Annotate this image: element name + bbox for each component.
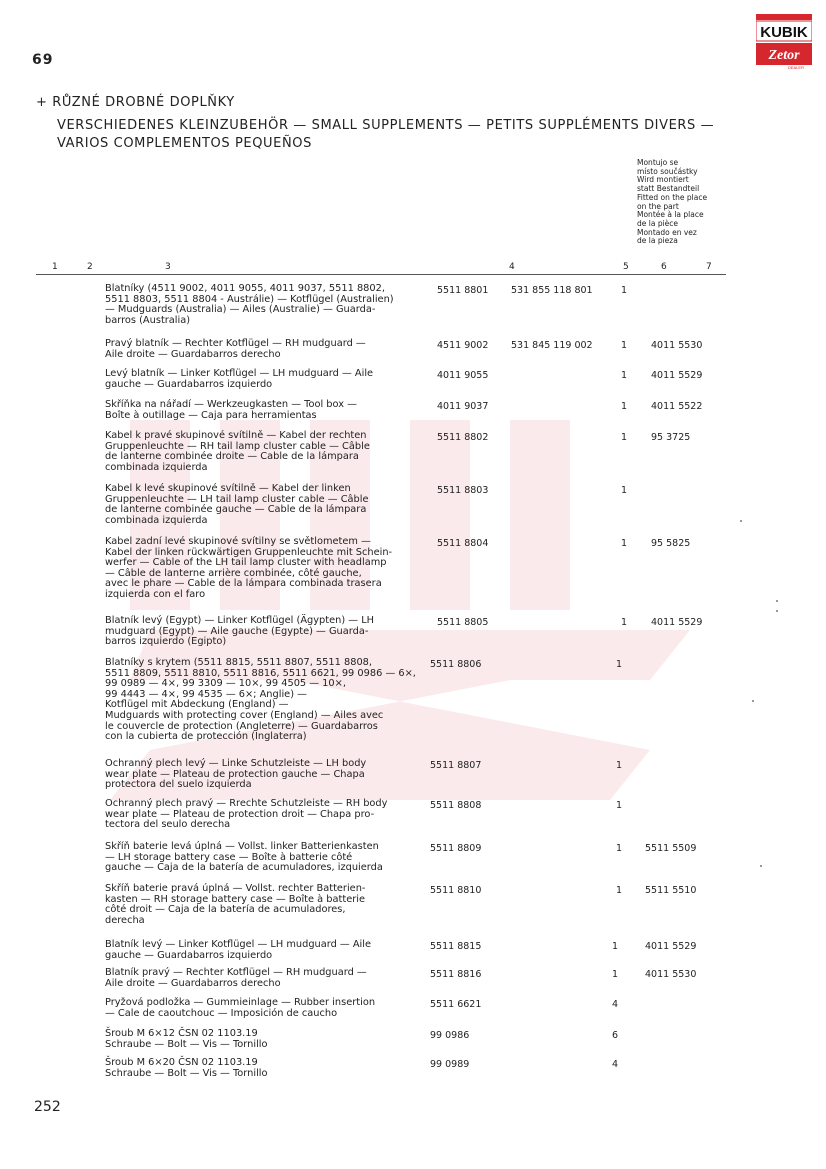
part-description (105, 400, 425, 421)
col-number-7: 7 (706, 262, 712, 272)
part-description (105, 799, 425, 831)
replaces-part-number: 5511 5509 (645, 843, 697, 854)
description-line: — Câble de lanterne arrière combinée, côté gauche, (105, 567, 362, 579)
description-line: gauche — Caja de la batería de acumuladores, izquierda (105, 862, 383, 874)
description-line: combinada izquierda (105, 461, 208, 473)
margin-speck (740, 520, 742, 522)
description-line: Boîte à outillage — Caja para herramientas (105, 409, 317, 421)
description-line: Aile droite — Guardabarros derecho (105, 348, 281, 360)
part-description (105, 537, 425, 601)
part-number: 5511 8804 (437, 538, 489, 549)
description-line: Blatník levý (Egypt) — Linker Kotflügel (Ägypten) — LH (105, 615, 375, 626)
logo-small-text: DEALER (787, 65, 804, 70)
part-description (105, 284, 425, 326)
description-line: de lanterne combinée droite — Cable de la lámpara (105, 451, 359, 463)
part-description (105, 884, 425, 926)
column-note-line: statt Bestandteil (637, 184, 700, 194)
description-line: avec le phare — Cable de la lámpara combinada trasera (105, 578, 382, 590)
part-number: 5511 8802 (437, 432, 489, 443)
description-line: barros izquierdo (Egipto) (105, 636, 227, 648)
part-description (105, 1058, 425, 1079)
col-number-2: 2 (87, 262, 93, 272)
part-description (105, 998, 425, 1019)
replacement-column-note (637, 159, 729, 246)
col-number-1: 1 (52, 262, 58, 272)
title-line-2: VERSCHIEDENES KLEINZUBEHÖR — SMALL SUPPLEMENTS — PETITS SUPPLÉMENTS DIVERS — (57, 118, 715, 133)
quantity: 1 (616, 800, 623, 811)
part-number: 5511 8809 (430, 843, 482, 854)
quantity: 1 (621, 401, 628, 412)
part-description (105, 339, 425, 360)
description-line: Schraube — Bolt — Vis — Tornillo (105, 1038, 268, 1050)
replaces-part-number: 4011 5522 (651, 401, 703, 412)
column-note-line: de la pièce (637, 218, 679, 228)
quantity: 1 (621, 432, 628, 443)
description-line: Blatník pravý — Rechter Kotflügel — RH mudguard — (105, 967, 367, 978)
part-description (105, 484, 425, 526)
quantity: 1 (621, 485, 628, 496)
part-number: 5511 8808 (430, 800, 482, 811)
description-line: wear plate — Plateau de protection gauche — Chapa (105, 768, 365, 780)
replaces-part-number: 95 5825 (651, 538, 691, 549)
description-line: mudguard (Egypt) — Aile gauche (Egypte) — Guarda- (105, 625, 369, 637)
part-description (105, 940, 425, 961)
description-line: gauche — Guardabarros izquierdo (105, 949, 273, 961)
column-note-line: místo součástky (637, 166, 698, 176)
part-number: 5511 8805 (437, 617, 489, 628)
part-number: 5511 8801 (437, 285, 489, 296)
logo-text-top: KUBIK (760, 24, 808, 41)
quantity: 1 (616, 885, 623, 896)
title-line-3: VARIOS COMPLEMENTOS PEQUEÑOS (57, 136, 312, 151)
footer-page-number: 252 (34, 1099, 61, 1115)
margin-speck (752, 700, 754, 702)
description-line: derecha (105, 914, 145, 926)
part-description (105, 842, 425, 874)
replaces-part-number: 4011 5530 (645, 969, 697, 980)
replaces-part-number: 4011 5529 (645, 941, 697, 952)
description-line: côté droit — Caja de la batería de acumuladores, (105, 904, 346, 916)
quantity: 1 (621, 370, 628, 381)
description-line: de lanterne combinée gauche — Cable de la lámpara (105, 504, 367, 516)
description-line: wear plate — Plateau de protection droit — Chapa pro- (105, 808, 375, 820)
description-line: Kabel zadní levé skupinové svítilny se světlometem — (105, 536, 371, 547)
quantity: 6 (612, 1030, 619, 1041)
part-number: 5511 8816 (430, 969, 482, 980)
page-number: 69 (32, 52, 54, 68)
part-description (105, 369, 425, 390)
part-number: 99 0989 (430, 1059, 470, 1070)
replaces-part-number: 4011 5529 (651, 370, 703, 381)
description-line: — Cale de caoutchouc — Imposición de caucho (105, 1007, 338, 1019)
description-line: gauche — Guardabarros izquierdo (105, 378, 273, 390)
description-line: protectora del suelo izquierda (105, 779, 252, 791)
description-line: Skříň baterie levá úplná — Vollst. linker Batterienkasten (105, 841, 379, 852)
part-description (105, 968, 425, 989)
part-description (105, 759, 425, 791)
replaces-part-number: 95 3725 (651, 432, 691, 443)
col-number-4: 4 (509, 262, 515, 272)
quantity: 1 (616, 843, 623, 854)
description-line: Blatník levý — Linker Kotflügel — LH mudguard — Aile (105, 939, 372, 950)
description-line: Blatníky s krytem (5511 8815, 5511 8807, 5511 8808, (105, 657, 373, 668)
description-line: werfer — Cable of the LH tail lamp cluster with headlamp (105, 557, 387, 569)
quantity: 1 (621, 340, 628, 351)
part-number: 5511 8806 (430, 659, 482, 670)
col-number-6: 6 (661, 262, 667, 272)
part-number: 5511 8807 (430, 760, 482, 771)
description-line: izquierda con el faro (105, 588, 206, 600)
part-number: 5511 8810 (430, 885, 482, 896)
column-note-line: Montée à la place (637, 210, 704, 220)
column-note-line: Fitted on the place (637, 192, 708, 202)
part-description (105, 616, 425, 648)
part-description (105, 431, 425, 473)
margin-speck (776, 600, 778, 602)
part-number: 4011 9037 (437, 401, 489, 412)
description-line: — Mudguards (Australia) — Ailes (Australie) — Guarda- (105, 304, 376, 316)
quantity: 4 (612, 1059, 619, 1070)
title-line-1: + RŮZNÉ DROBNÉ DOPLŇKY (36, 95, 235, 110)
description-line: Levý blatník — Linker Kotflügel — LH mudguard — Aile (105, 368, 374, 379)
description-line: Ochranný plech levý — Linke Schutzleiste — LH body (105, 758, 367, 769)
part-description (105, 1029, 425, 1050)
col-number-3: 3 (165, 262, 171, 272)
description-line: Kabel k pravé skupinové svítilně — Kabel der rechten (105, 430, 367, 441)
part-number: 5511 8803 (437, 485, 489, 496)
column-note-line: Montado en vez (637, 227, 697, 237)
description-line: 5511 8809, 5511 8810, 5511 8816, 5511 6621, 99 0986 — 6×, (105, 667, 416, 679)
description-line: 5511 8803, 5511 8804 - Austrálie) — Kotflügel (Australien) (105, 293, 394, 305)
description-line: Gruppenleuchte — RH tail lamp cluster cable — Câble (105, 440, 370, 452)
description-line: barros (Australia) (105, 314, 191, 326)
description-line: — LH storage battery case — Boîte à batterie côté (105, 851, 353, 863)
quantity: 1 (612, 969, 619, 980)
description-line: combinada izquierda (105, 514, 208, 526)
column-note-line: Montujo se (637, 158, 679, 167)
description-line: Blatníky (4511 9002, 4011 9055, 4011 9037, 5511 8802, (105, 283, 385, 294)
description-line: Pryžová podložka — Gummieinlage — Rubber insertion (105, 997, 376, 1008)
part-number: 4011 9055 (437, 370, 489, 381)
quantity: 1 (616, 659, 623, 670)
alternate-part-number: 531 855 118 801 (511, 285, 593, 296)
description-line: Šroub M 6×12 ČSN 02 1103.19 (105, 1028, 258, 1039)
column-note-line: Wird montiert (637, 175, 689, 185)
description-line: le couvercle de protection (Angleterre) — Guardabarros (105, 720, 378, 732)
quantity: 1 (621, 285, 628, 296)
description-line: Skříňka na nářadí — Werkzeugkasten — Tool box — (105, 399, 357, 410)
col-number-5: 5 (623, 262, 629, 272)
description-line: Ochranný plech pravý — Rrechte Schutzleiste — RH body (105, 798, 388, 809)
column-note-line: on the part (637, 201, 679, 211)
quantity: 1 (612, 941, 619, 952)
kubik-zetor-logo (756, 14, 812, 70)
description-line: kasten — RH storage battery case — Boîte à batterie (105, 893, 365, 905)
description-line: Kotflügel mit Abdeckung (England) — (105, 699, 289, 711)
part-number: 4511 9002 (437, 340, 489, 351)
description-line: 99 4443 — 4×, 99 4535 — 6×; Anglie) — (105, 688, 307, 700)
replaces-part-number: 4011 5529 (651, 617, 703, 628)
description-line: tectora del seulo derecha (105, 819, 231, 831)
description-line: Gruppenleuchte — LH tail lamp cluster cable — Câble (105, 493, 369, 505)
part-number: 5511 8815 (430, 941, 482, 952)
description-line: Pravý blatník — Rechter Kotflügel — RH mudguard — (105, 338, 366, 349)
description-line: 99 0989 — 4×, 99 3309 — 10×, 99 4505 — 10×, (105, 678, 346, 690)
column-note-line: de la pieza (637, 236, 678, 246)
description-line: Schraube — Bolt — Vis — Tornillo (105, 1067, 268, 1079)
description-line: Kabel k levé skupinové svítilně — Kabel der linken (105, 483, 351, 494)
part-number: 5511 6621 (430, 999, 482, 1010)
description-line: Mudguards with protecting cover (England) — Ailes avec (105, 709, 384, 721)
header-divider (36, 274, 726, 275)
replaces-part-number: 5511 5510 (645, 885, 697, 896)
description-line: con la cubierta de protección (Inglaterra) (105, 731, 307, 743)
replaces-part-number: 4011 5530 (651, 340, 703, 351)
margin-speck (760, 865, 762, 867)
part-number: 99 0986 (430, 1030, 470, 1041)
description-line: Kabel der linken rückwärtigen Gruppenleuchte mit Schein- (105, 546, 393, 558)
margin-speck (776, 610, 778, 612)
description-line: Aile droite — Guardabarros derecho (105, 977, 281, 989)
description-line: Šroub M 6×20 ČSN 02 1103.19 (105, 1057, 258, 1068)
quantity: 1 (616, 760, 623, 771)
part-description (105, 658, 425, 743)
description-line: Skříň baterie pravá úplná — Vollst. rechter Batterien- (105, 883, 366, 894)
quantity: 4 (612, 999, 619, 1010)
quantity: 1 (621, 538, 628, 549)
quantity: 1 (621, 617, 628, 628)
alternate-part-number: 531 845 119 002 (511, 340, 593, 351)
logo-text-bottom: Zetor (768, 48, 800, 63)
